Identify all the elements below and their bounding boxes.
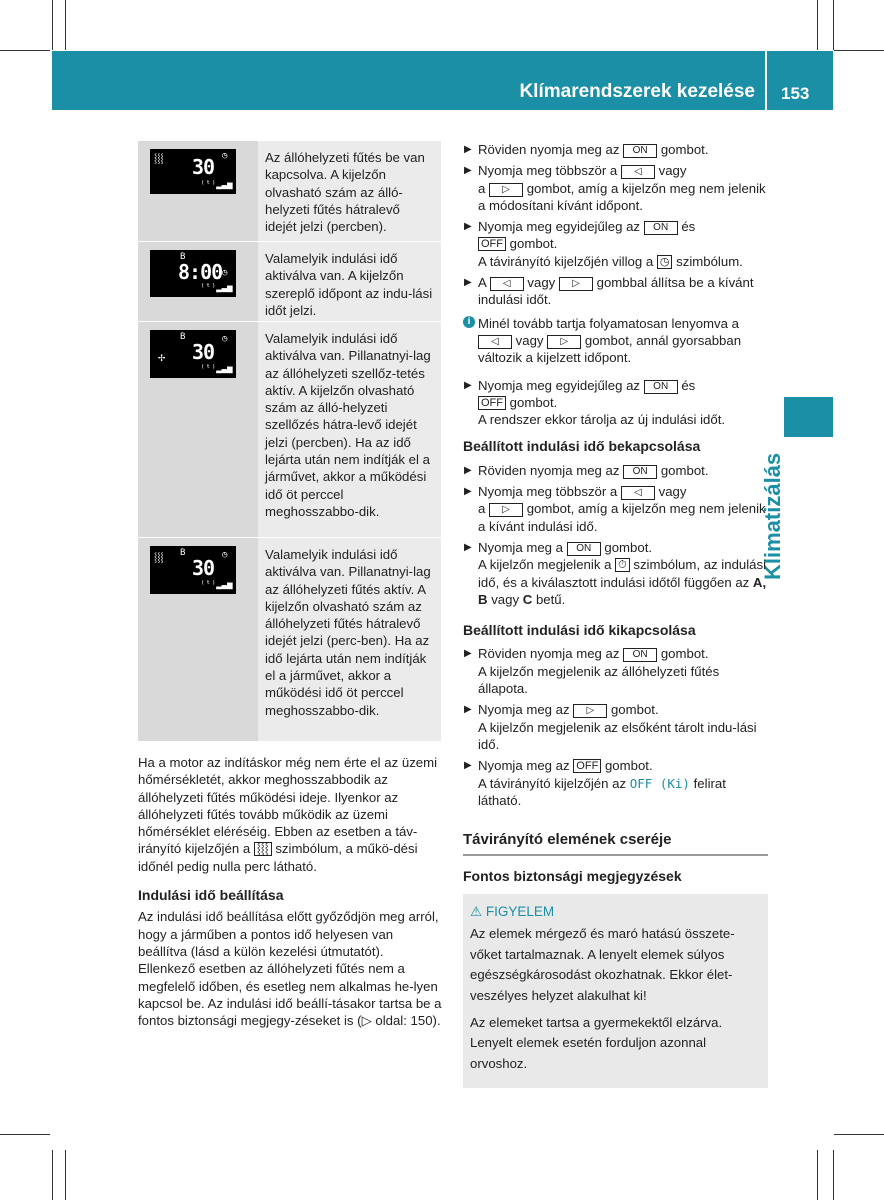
table-row [138, 322, 441, 538]
paragraph: Az elemek mérgező és maró hatású összete-vőket tartalmaznak. A lenyelt elemek súlyos egészségkárosodást okozhatnak. Ekkor élet-veszélyes helyzet alakulhat ki! [470, 926, 735, 1004]
table-cell-text: Valamelyik indulási idő aktiválva van. Pillanatnyi-lag az állóhelyzeti fűtés aktív. A kijelzőn olvasható szám az állóhelyzeti fűtés hátralevő idejét jelzi (perc-ben). Ha az idő lejárta után nem indítják el a járművet, akkor a működési idő öt perccel meghosszabbo-dik. [258, 538, 441, 741]
bullet-arrow-icon: ▶ [464, 165, 472, 177]
clock-icon: ◷ [222, 334, 228, 344]
crop-mark [834, 1134, 884, 1135]
text: szimbólum, a műkö-dési időnél pedig nulla perc látható. [138, 841, 418, 874]
table-row [138, 141, 441, 242]
crop-mark [65, 1150, 66, 1200]
lcd-digits: 30 [192, 155, 215, 179]
paragraph: Az indulási idő beállítása előtt győződjön meg arról, hogy a járműben a pontos idő helyesen van beállítva (lásd a külön kezelési útmutatót). Ellenkező esetben az állóhelyzeti fűtés nem a megfelelő időben, és esetleg nem alkalmas he-lyen kapcsol be. Az indulási idő beállí-tásakor tartsa be a fontos biztonsági megjegy-zéseket is (▷ oldal: 150). [138, 909, 442, 1029]
lcd-mark: B [180, 252, 186, 262]
lcd-display [150, 546, 236, 594]
off-key-icon: OFF [478, 237, 506, 251]
lcd-display [150, 250, 236, 297]
table-row [138, 242, 441, 322]
section-heading: Beállított indulási idő kikapcsolása [463, 622, 696, 639]
bullet-arrow-icon: ▶ [464, 464, 472, 476]
list-item: ▶ Nyomja meg az ▷ gombot. A kijelzőn megjelenik az elsőként tárolt indu-lási idő. [464, 702, 757, 752]
bullet-arrow-icon: ▶ [464, 277, 472, 289]
heat-symbol-icon: ⸾⸾⸾ [254, 842, 272, 856]
header-bar [52, 51, 765, 110]
heat-icon: ⸾⸾⸾ [154, 553, 164, 563]
crop-mark [834, 50, 884, 51]
paragraph [138, 754, 443, 875]
table-cell-text: Valamelyik indulási idő aktiválva van. A kijelzőn szereplő időpont az indu-lási időt jelzi. [258, 242, 441, 321]
display-image-cell [138, 242, 258, 321]
list-item: ▶ Nyomja meg többször a ◁ vagy a ▷ gombot, amíg a kijelzőn meg nem jelenik a módosítani kívánt időpont. [464, 163, 766, 213]
list-item: ▶ Röviden nyomja meg az ON gombot. A kijelzőn megjelenik az állóhelyzeti fűtés állapota. [464, 646, 720, 697]
on-key-icon: ON [623, 465, 657, 479]
lcd-mark: B [180, 332, 186, 342]
lcd-digits: 8:00 [178, 260, 223, 284]
info-note: i Minél tovább tartja folyamatosan lenyomva a ◁ vagy ▷ gombot, annál gyorsabban változik a kijelzett időpont. [463, 315, 768, 367]
divider [463, 854, 768, 856]
warning-header [470, 902, 760, 923]
timer-symbol-icon: ⏱ [615, 558, 630, 572]
on-key-icon: ON [567, 542, 601, 556]
bullet-arrow-icon: ▶ [464, 221, 472, 233]
lcd-digits: 30 [192, 556, 215, 580]
table-cell-text: Az állóhelyzeti fűtés be van kapcsolva. A kijelzőn olvasható szám az álló-helyzeti fűtés hátralevő idejét jelzi (percben). [258, 141, 441, 241]
on-key-icon: ON [623, 144, 657, 158]
bullet-arrow-icon: ▶ [464, 704, 472, 716]
left-key-icon: ◁ [478, 335, 512, 349]
clock-icon: ◷ [222, 268, 228, 278]
signal-icon: ⁽ᵗ⁾▂▃▅ [200, 580, 233, 590]
signal-icon: ⁽ᵗ⁾▂▃▅ [200, 364, 233, 374]
signal-icon: ⁽ᵗ⁾▂▃▅ [200, 283, 233, 293]
display-table [138, 141, 441, 742]
crop-mark [817, 0, 818, 50]
paragraph: Az elemeket tartsa a gyermekektől elzárva. Lenyelt elemek esetén forduljon azonnal orvoshoz. [470, 1014, 723, 1071]
lcd-display [150, 149, 236, 194]
section-heading: Indulási idő beállítása [138, 887, 284, 904]
right-column [463, 141, 768, 1088]
heat-icon: ⸾⸾⸾ [154, 154, 164, 164]
bullet-arrow-icon: ▶ [464, 144, 472, 155]
list-item: ▶ Röviden nyomja meg az ON gombot. [464, 142, 709, 157]
right-key-icon: ▷ [573, 704, 607, 718]
right-key-icon: ▷ [489, 503, 523, 517]
off-key-icon: OFF [573, 759, 601, 773]
page-number: 153 [781, 84, 810, 103]
table-cell-text: Valamelyik indulási idő aktiválva van. Pillanatnyi-lag az állóhelyzeti szellőz-tetés aktív. A kijelzőn olvasható szám az álló-helyzeti szellőzés hátra-levő idejét jelzi (percben). Ha az idő lejárta után nem indítják el a járművet, akkor a működési idő öt perccel meghosszabbo-dik. [258, 322, 441, 537]
crop-mark [52, 0, 53, 50]
list-item: ▶ A ◁ vagy ▷ gombbal állítsa be a kívánt indulási időt. [464, 275, 754, 308]
crop-mark [833, 0, 834, 50]
left-key-icon: ◁ [490, 277, 524, 291]
crop-mark [0, 50, 50, 51]
crop-mark [52, 1150, 53, 1200]
right-key-icon: ▷ [489, 183, 523, 197]
right-key-icon: ▷ [559, 277, 593, 291]
left-body [138, 754, 443, 1029]
clock-symbol-icon: ◷ [657, 255, 673, 269]
on-key-icon: ON [644, 380, 678, 394]
left-key-icon: ◁ [621, 165, 655, 179]
on-key-icon: ON [644, 221, 678, 235]
lcd-digits: 30 [192, 340, 215, 364]
lcd-mark: B [180, 548, 186, 558]
warning-triangle-icon: ⚠ [470, 903, 483, 919]
display-text: OFF (Ki) [629, 775, 690, 791]
page-number-box [767, 51, 833, 110]
fan-icon: ✢ [158, 350, 166, 364]
list-item: ▶ Nyomja meg egyidejűleg az ON és OFF gombot. A távirányító kijelzőjén villog a ◷ szimbólum. [464, 219, 743, 269]
side-tab-label: Klimatizálás [760, 452, 785, 580]
side-tab-marker [784, 397, 833, 437]
bullet-arrow-icon: ▶ [464, 648, 472, 660]
signal-icon: ⁽ᵗ⁾▂▃▅ [200, 180, 233, 190]
section-heading: Beállított indulási idő bekapcsolása [463, 438, 701, 455]
clock-icon: ◷ [222, 550, 228, 560]
display-image-cell [138, 538, 258, 741]
bullet-arrow-icon: ▶ [464, 760, 472, 772]
table-row [138, 538, 441, 742]
warning-title: FIGYELEM [485, 903, 555, 919]
page-title: Klímarendszerek kezelése [519, 81, 755, 102]
lcd-display [150, 330, 236, 378]
display-image-cell [138, 141, 258, 241]
crop-mark [817, 1150, 818, 1200]
on-key-icon: ON [623, 648, 657, 662]
info-icon: i [463, 316, 475, 328]
clock-icon: ◷ [222, 151, 228, 161]
crop-mark [65, 0, 66, 50]
warning-box [463, 894, 768, 1089]
crop-mark [0, 1134, 50, 1135]
list-item: ▶ Nyomja meg egyidejűleg az ON és OFF gombot. A rendszer ekkor tárolja az új indulási időt. [464, 377, 726, 428]
left-key-icon: ◁ [621, 486, 655, 500]
crop-mark [833, 1150, 834, 1200]
list-item: ▶ Nyomja meg többször a ◁ vagy a ▷ gombot, amíg a kijelzőn meg nem jelenik a kívánt indulási idő. [464, 484, 766, 534]
off-key-icon: OFF [478, 396, 506, 410]
right-key-icon: ▷ [547, 335, 581, 349]
bullet-arrow-icon: ▶ [464, 541, 472, 553]
bullet-arrow-icon: ▶ [464, 486, 472, 498]
section-heading: Távirányító elemének cseréje [463, 831, 672, 849]
display-image-cell [138, 322, 258, 537]
section-heading: Fontos biztonsági megjegyzések [463, 868, 682, 885]
list-item: ▶ Nyomja meg az OFF gombot. A távirányító kijelzőjén az OFF (Ki) felirat látható. [464, 758, 726, 808]
list-item: ▶ Nyomja meg a ON gombot. A kijelzőn megjelenik a ⏱ szimbólum, az indulási idő, és a kiválasztott indulási időtől függően az A, B vagy C betű. [464, 539, 767, 607]
bullet-arrow-icon: ▶ [464, 379, 472, 391]
text: Ha a motor az indításkor még nem érte el az üzemi hőmérsékletét, akkor meghosszabbodik az állóhelyzeti fűtés működési ideje. Ilyenkor az állóhelyzeti fűtés tovább működik az üzemi hőmérséklet eléréséig. Ebben az esetben a táv-irányító kijelzőjén a [138, 755, 438, 857]
list-item: ▶ Röviden nyomja meg az ON gombot. [464, 462, 709, 478]
